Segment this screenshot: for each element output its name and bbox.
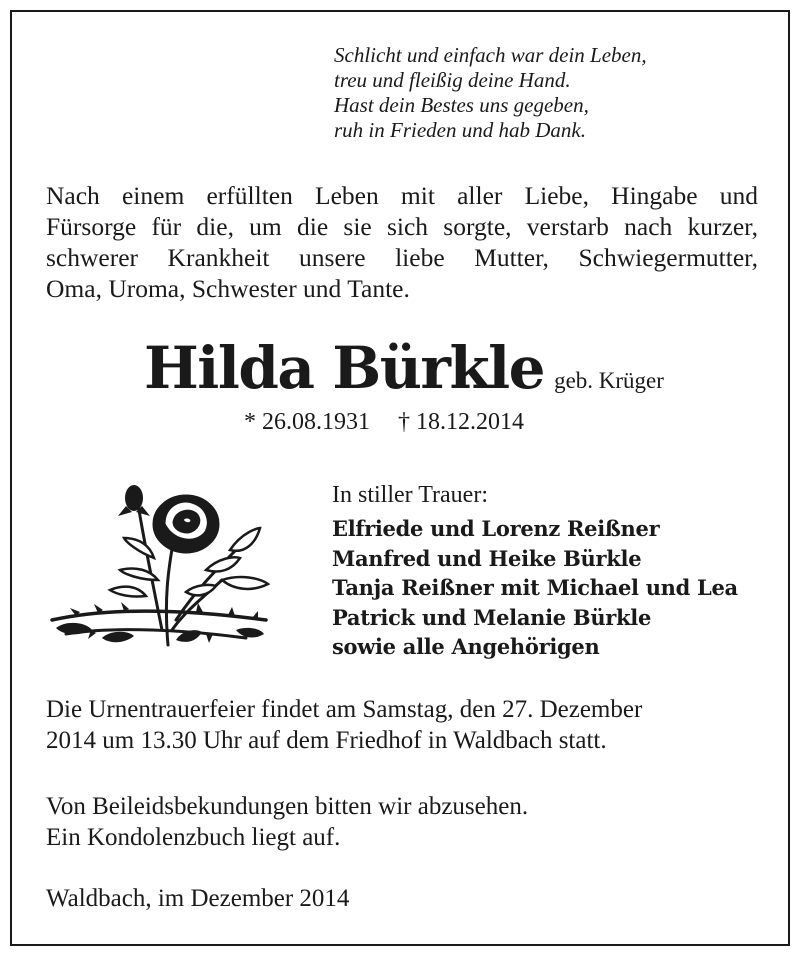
- poem-line: treu und fleißig deine Hand.: [334, 68, 571, 92]
- poem-line: ruh in Frieden und hab Dank.: [334, 118, 586, 142]
- memorial-poem: [334, 43, 647, 143]
- mourner-name: Elfriede und Lorenz Reißner: [332, 516, 660, 541]
- ceremony-text: [46, 694, 642, 756]
- birth-date: * 26.08.1931: [244, 409, 370, 435]
- mourner-name: sowie alle Angehörigen: [332, 634, 600, 659]
- life-dates: [244, 409, 524, 436]
- intro-line: Oma, Uroma, Schwester und Tante.: [46, 274, 410, 303]
- ceremony-line: Die Urnentrauerfeier findet am Samstag, den 27. Dezember: [46, 696, 643, 723]
- birth-name: geb. Krüger: [554, 368, 664, 393]
- poem-line: Hast dein Bestes uns gegeben,: [334, 93, 589, 117]
- poem-line: Schlicht und einfach war dein Leben,: [334, 43, 647, 67]
- condolence-text: [46, 791, 528, 853]
- mourner-name: Patrick und Melanie Bürkle: [332, 604, 652, 630]
- deceased-name-line: [144, 334, 664, 402]
- mourners-block: [332, 480, 738, 662]
- intro-line: Nach einem erfüllten Leben mit aller Liebe, Hingabe und: [46, 181, 758, 210]
- intro-line: Fürsorge für die, um die sie sich sorgte, verstarb nach kurzer,: [46, 212, 758, 241]
- deceased-name: Hilda Bürkle: [144, 334, 545, 402]
- death-date: † 18.12.2014: [398, 409, 524, 435]
- intro-line: schwerer Krankheit unsere liebe Mutter, Schwiegermutter,: [46, 243, 758, 272]
- rose-blossom: [154, 496, 218, 552]
- mourner-name: Tanja Reißner mit Michael und Lea: [332, 575, 738, 600]
- condolence-line: Von Beileidsbekundungen bitten wir abzusehen.: [46, 793, 529, 820]
- condolence-line: Ein Kondolenzbuch liegt auf.: [46, 824, 341, 851]
- rose-icon: [46, 480, 278, 660]
- intro-text: [46, 180, 758, 304]
- place-date: Waldbach, im Dezember 2014: [46, 885, 350, 912]
- mourning-lead: In stiller Trauer:: [332, 482, 488, 508]
- obituary-frame: [10, 10, 790, 946]
- mourner-name: Manfred und Heike Bürkle: [332, 545, 642, 571]
- ceremony-line: 2014 um 13.30 Uhr auf dem Friedhof in Waldbach statt.: [46, 727, 607, 754]
